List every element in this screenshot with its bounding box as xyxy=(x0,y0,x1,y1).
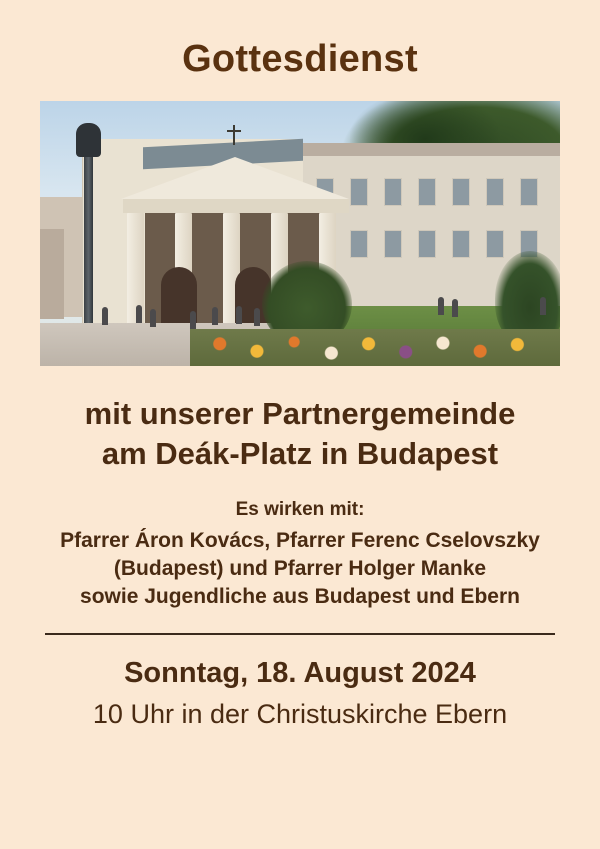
person xyxy=(236,306,242,324)
window xyxy=(486,230,504,258)
participants-block xyxy=(60,499,540,611)
church-entablature xyxy=(123,199,349,213)
person xyxy=(102,307,108,325)
left-building-secondary xyxy=(40,229,64,319)
person xyxy=(190,311,196,329)
person xyxy=(438,297,444,315)
window xyxy=(452,230,470,258)
church-photo xyxy=(40,101,560,366)
window xyxy=(350,178,368,206)
divider xyxy=(45,633,555,635)
lamp-head-icon xyxy=(76,123,101,157)
church-pediment xyxy=(121,157,349,199)
flower-bed xyxy=(190,329,560,366)
person xyxy=(136,305,142,323)
window xyxy=(418,178,436,206)
window xyxy=(486,178,504,206)
window xyxy=(384,230,402,258)
window xyxy=(384,178,402,206)
cross-icon xyxy=(233,125,235,145)
person xyxy=(540,297,546,315)
page-title: Gottesdienst xyxy=(182,38,418,80)
person xyxy=(452,299,458,317)
participants-line: (Budapest) und Pfarrer Holger Manke xyxy=(113,557,487,581)
window xyxy=(452,178,470,206)
person xyxy=(150,309,156,327)
event-date: Sonntag, 18. August 2024 xyxy=(124,657,476,690)
subtitle-line-1: mit unserer Partnergemeinde xyxy=(84,396,516,431)
person xyxy=(254,308,260,326)
window xyxy=(350,230,368,258)
participants-heading: Es wirken mit: xyxy=(235,499,365,521)
participants-line: Pfarrer Áron Kovács, Pfarrer Ferenc Cselovszky xyxy=(60,529,540,553)
window xyxy=(418,230,436,258)
subtitle xyxy=(85,394,516,473)
subtitle-line-2: am Deák-Platz in Budapest xyxy=(101,435,499,471)
participants-line: sowie Jugendliche aus Budapest und Ebern xyxy=(80,585,520,609)
person xyxy=(212,307,218,325)
window xyxy=(520,178,538,206)
event-time-location: 10 Uhr in der Christuskirche Ebern xyxy=(92,698,508,729)
